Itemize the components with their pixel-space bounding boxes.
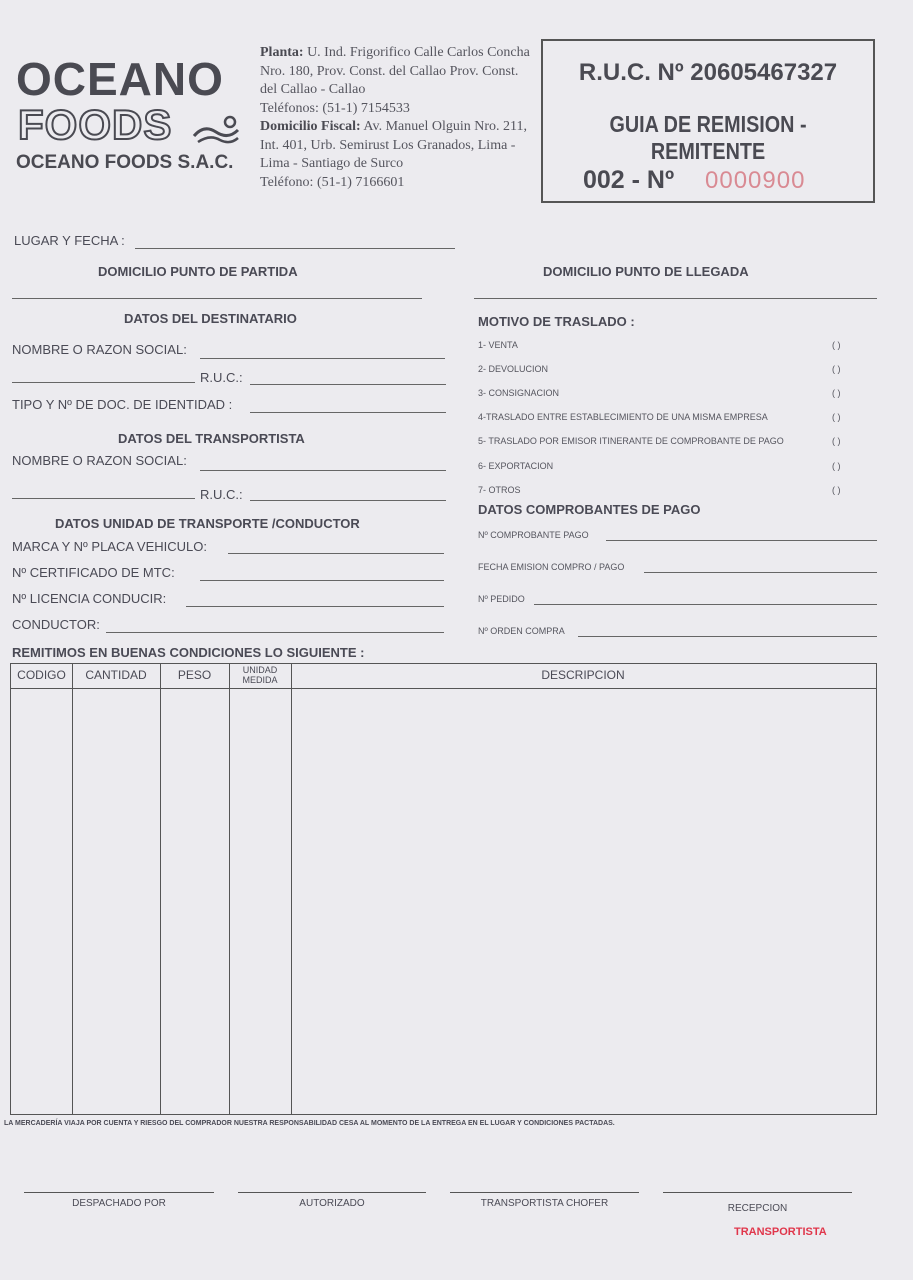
pedido-label: Nº PEDIDO xyxy=(478,594,525,604)
comprobante-pago-label: Nº COMPROBANTE PAGO xyxy=(478,530,589,540)
sig-line-chofer[interactable] xyxy=(450,1192,639,1193)
conductor-field[interactable] xyxy=(106,632,444,633)
licencia-field[interactable] xyxy=(186,606,444,607)
sig-line-autorizado[interactable] xyxy=(238,1192,426,1193)
planta-text: U. Ind. Frigorifico Calle Carlos Concha Nro. 180, Prov. Const. del Callao Prov. Const. del Callao - Callao xyxy=(260,45,530,97)
pedido-field[interactable] xyxy=(534,604,877,605)
destinatario-ruc-field[interactable] xyxy=(250,384,446,385)
col-divider xyxy=(160,664,161,1114)
motivo-item: 2- DEVOLUCION xyxy=(478,364,549,374)
planta-label: Planta: xyxy=(260,45,304,60)
orden-compra-label: Nº ORDEN COMPRA xyxy=(478,626,565,636)
llegada-title: DOMICILIO PUNTO DE LLEGADA xyxy=(543,264,749,279)
unidad-title: DATOS UNIDAD DE TRANSPORTE /CONDUCTOR xyxy=(55,516,360,531)
telefono-2: Teléfono: (51-1) 7166601 xyxy=(260,174,405,190)
sig-despachado: DESPACHADO POR xyxy=(72,1198,166,1209)
th-descripcion: DESCRIPCION xyxy=(541,668,625,682)
table-intro: REMITIMOS EN BUENAS CONDICIONES LO SIGUIENTE : xyxy=(12,645,365,660)
ruc-box xyxy=(541,39,875,203)
marca-label: MARCA Y Nº PLACA VEHICULO: xyxy=(12,539,207,554)
comprobantes-title: DATOS COMPROBANTES DE PAGO xyxy=(478,502,701,517)
document-number: 0000900 xyxy=(705,167,806,194)
disclaimer: LA MERCADERÍA VIAJA POR CUENTA Y RIESGO DEL COMPRADOR NUESTRA RESPONSABILIDAD CESA AL MOMENTO DE LA ENTREGA EN EL LUGAR Y CONDICIONES PACTADAS. xyxy=(4,1120,615,1127)
col-divider xyxy=(229,664,230,1114)
copy-label: TRANSPORTISTA xyxy=(734,1226,827,1238)
th-medida: MEDIDA xyxy=(242,675,278,685)
transportista-nombre-label: NOMBRE O RAZON SOCIAL: xyxy=(12,453,187,468)
partida-title: DOMICILIO PUNTO DE PARTIDA xyxy=(98,264,298,279)
th-codigo: CODIGO xyxy=(17,668,66,682)
th-cantidad: CANTIDAD xyxy=(85,668,147,682)
transportista-ruc-label: R.U.C.: xyxy=(200,487,243,502)
destinatario-title: DATOS DEL DESTINATARIO xyxy=(124,311,297,326)
sig-recepcion: RECEPCION xyxy=(727,1203,788,1214)
destinatario-extra-field[interactable] xyxy=(12,382,195,383)
marca-field[interactable] xyxy=(228,553,444,554)
certificado-field[interactable] xyxy=(200,580,444,581)
col-divider xyxy=(72,664,73,1114)
th-unidad: UNIDAD xyxy=(242,665,278,675)
motivo-checkbox[interactable]: ( ) xyxy=(832,461,841,471)
transportista-extra-field[interactable] xyxy=(12,498,195,499)
motivo-checkbox[interactable]: ( ) xyxy=(832,436,841,446)
licencia-label: Nº LICENCIA CONDUCIR: xyxy=(12,591,167,606)
nombre-razon-field[interactable] xyxy=(200,358,445,359)
motivo-checkbox[interactable]: ( ) xyxy=(832,412,841,422)
wave-logo-icon xyxy=(190,112,242,148)
motivo-item: 4-TRASLADO ENTRE ESTABLECIMIENTO DE UNA MISMA EMPRESA xyxy=(478,412,768,422)
motivo-checkbox[interactable]: ( ) xyxy=(832,485,841,495)
document-serie: 002 - Nº xyxy=(583,166,675,194)
conductor-label: CONDUCTOR: xyxy=(12,617,100,632)
destinatario-ruc-label: R.U.C.: xyxy=(200,370,243,385)
tipo-doc-field[interactable] xyxy=(250,412,446,413)
motivo-item: 6- EXPORTACION xyxy=(478,461,554,471)
sig-autorizado: AUTORIZADO xyxy=(299,1198,365,1209)
lugar-fecha-label: LUGAR Y FECHA : xyxy=(14,233,125,248)
sig-line-despachado[interactable] xyxy=(24,1192,214,1193)
motivo-checkbox[interactable]: ( ) xyxy=(832,388,841,398)
transportista-nombre-field[interactable] xyxy=(200,470,446,471)
motivo-title: MOTIVO DE TRASLADO : xyxy=(478,314,635,329)
th-peso: PESO xyxy=(177,668,212,682)
logo-foods: FOODS xyxy=(18,101,173,148)
comprobante-pago-field[interactable] xyxy=(606,540,877,541)
motivo-checkbox[interactable]: ( ) xyxy=(832,340,841,350)
certificado-label: Nº CERTIFICADO DE MTC: xyxy=(12,565,175,580)
motivo-item: 5- TRASLADO POR EMISOR ITINERANTE DE COMPROBANTE DE PAGO xyxy=(478,436,784,446)
document-title: GUIA DE REMISION - REMITENTE xyxy=(609,111,807,164)
logo-oceano: OCEANO xyxy=(16,53,224,105)
transportista-title: DATOS DEL TRANSPORTISTA xyxy=(118,431,305,446)
company-address-block xyxy=(260,44,535,192)
transportista-ruc-field[interactable] xyxy=(250,500,446,501)
motivo-item: 3- CONSIGNACION xyxy=(478,388,560,398)
sig-chofer: TRANSPORTISTA CHOFER xyxy=(480,1198,609,1209)
domicilio-label: Domicilio Fiscal: xyxy=(260,119,361,134)
motivo-checkbox[interactable]: ( ) xyxy=(832,364,841,374)
telefonos-1: Teléfonos: (51-1) 7154533 xyxy=(260,100,410,116)
domicilio-text: Av. Manuel Olguin Nro. 211, Int. 401, Urb. Semirust Los Granados, Lima - Lima - Santiago de Surco xyxy=(260,119,528,171)
motivo-item: 7- OTROS xyxy=(478,485,521,495)
company-name: OCEANO FOODS S.A.C. xyxy=(16,152,234,173)
nombre-razon-label: NOMBRE O RAZON SOCIAL: xyxy=(12,342,187,357)
orden-compra-field[interactable] xyxy=(578,636,877,637)
ruc-number: R.U.C. Nº 20605467327 xyxy=(578,59,838,86)
fecha-emision-field[interactable] xyxy=(644,572,877,573)
items-table xyxy=(10,663,877,1115)
tipo-doc-label: TIPO Y Nº DE DOC. DE IDENTIDAD : xyxy=(12,397,233,412)
fecha-emision-label: FECHA EMISION COMPRO / PAGO xyxy=(478,562,625,572)
motivo-item: 1- VENTA xyxy=(478,340,518,350)
partida-field[interactable] xyxy=(12,298,422,299)
th-unidad-medida xyxy=(229,665,291,685)
sig-line-recepcion[interactable] xyxy=(663,1192,852,1193)
lugar-fecha-field[interactable] xyxy=(135,248,455,249)
llegada-field[interactable] xyxy=(474,298,877,299)
col-divider xyxy=(291,664,292,1114)
